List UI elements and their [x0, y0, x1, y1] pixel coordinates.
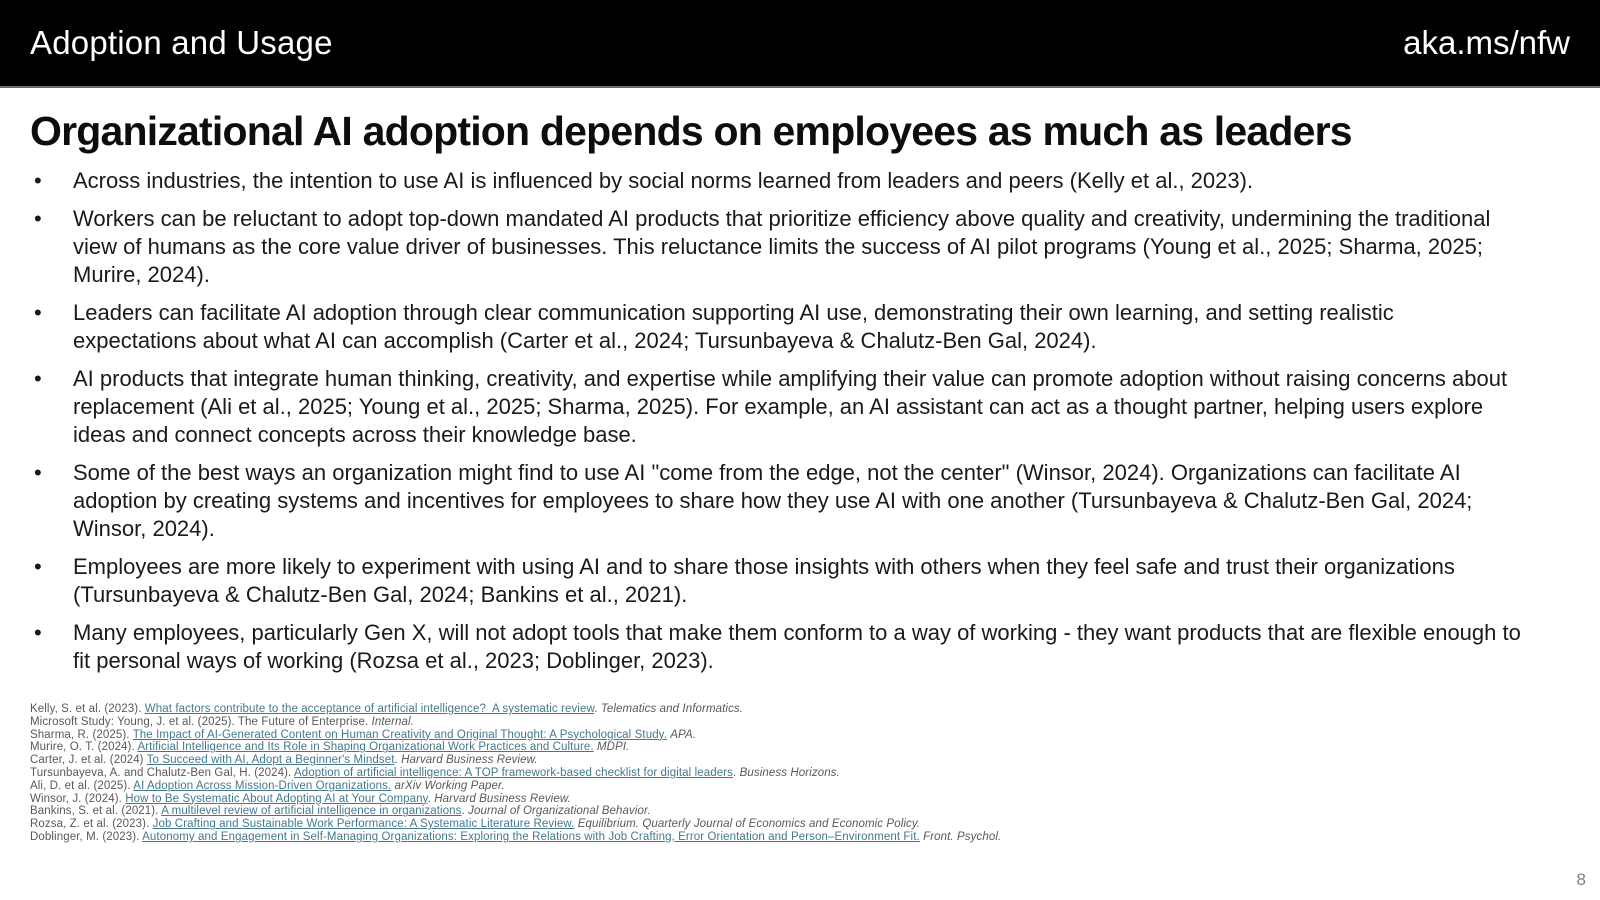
bullet-text: Leaders can facilitate AI adoption through clear communication supporting AI use, demonstrating their own learning, and setting realistic expectations about what AI can accomplish (Carter et al., 2024; Tursunbayeva & Chalutz-Ben Gal, 2024). [73, 300, 1394, 353]
reference-item [30, 818, 1570, 831]
section-title: Adoption and Usage [30, 24, 333, 61]
reference-citation: Doblinger, M. (2023). [30, 830, 143, 843]
bullet-item [30, 619, 1570, 675]
reference-link[interactable]: To Succeed with AI, Adopt a Beginner's Mindset [146, 754, 395, 767]
bullet-marker: • [34, 366, 42, 391]
reference-item [30, 716, 1570, 729]
bullet-item [30, 205, 1570, 289]
reference-item [30, 831, 1570, 844]
reference-link[interactable]: AI Adoption Across Mission-Driven Organizations. [133, 779, 392, 792]
reference-journal: Harvard Business Review. [434, 792, 571, 805]
reference-citation: Ali, D. et al. (2025). [30, 779, 134, 792]
bullet-text: Many employees, particularly Gen X, will not adopt tools that make them conform to a way of working - they want products that are flexible enough to fit personal ways of working (Rozsa et al., 2023; Doblinger, 2023). [73, 620, 1521, 673]
reference-separator: . [461, 805, 469, 818]
page-title: Organizational AI adoption depends on employees as much as leaders [30, 108, 1352, 154]
bullet-text: Across industries, the intention to use AI is influenced by social norms learned from leaders and peers (Kelly et al., 2023). [73, 168, 1254, 193]
reference-journal: Equilibrium. Quarterly Journal of Economics and Economic Policy. [577, 818, 921, 831]
bullet-list [30, 167, 1570, 675]
reference-citation: Microsoft Study: Young, J. et al. (2025). The Future of Enterprise. [30, 715, 372, 728]
references-list [30, 703, 1570, 844]
reference-separator: . [427, 792, 435, 805]
bullet-item [30, 299, 1570, 355]
bullet-item [30, 459, 1570, 543]
reference-citation: Murire, O. T. (2024). [30, 741, 138, 754]
slide-body [0, 108, 1600, 844]
bullet-marker: • [34, 168, 42, 193]
reference-item [30, 780, 1570, 793]
bullet-marker: • [34, 300, 42, 325]
reference-citation: Bankins, S. et al. (2021). [30, 805, 162, 818]
reference-item [30, 767, 1570, 780]
bullet-marker: • [34, 620, 42, 645]
reference-link[interactable]: A multilevel review of artificial intelligence in organizations [161, 805, 462, 818]
reference-journal: Internal. [371, 715, 414, 728]
bullet-item [30, 553, 1570, 609]
bullet-marker: • [34, 206, 42, 231]
reference-citation: Carter, J. et al. (2024) [30, 754, 147, 767]
bullet-text: Some of the best ways an organization might find to use AI "come from the edge, not the center" (Winsor, 2024). Organizations can facilitate AI adoption by creating systems and incentives for employees to share how they use AI with one another (Tursunbayeva & Chalutz-Ben Gal, 2024; Winsor, 2024). [73, 460, 1473, 541]
bullet-marker: • [34, 460, 42, 485]
reference-journal: Harvard Business Review. [401, 754, 538, 767]
reference-journal: arXiv Working Paper. [394, 779, 505, 792]
reference-journal: Business Horizons. [739, 766, 840, 779]
reference-item [30, 754, 1570, 767]
bullet-text: Workers can be reluctant to adopt top-down mandated AI products that prioritize efficiency above quality and creativity, undermining the traditional view of humans as the core value driver of businesses. This reluctance limits the success of AI pilot programs (Young et al., 2025; Sharma, 2025; Murire, 2024). [73, 206, 1491, 287]
reference-link[interactable]: The Impact of AI-Generated Content on Human Creativity and Original Thought: A Psychological Study. [132, 728, 667, 741]
page-number: 8 [1576, 870, 1586, 889]
reference-journal: MDPI. [597, 741, 630, 754]
reference-link[interactable]: Job Crafting and Sustainable Work Performance: A Systematic Literature Review. [152, 818, 575, 831]
bullet-text: Employees are more likely to experiment with using AI and to share those insights with others when they feel safe and trust their organizations (Tursunbayeva & Chalutz-Ben Gal, 2024; Bankins et al., 2021). [73, 554, 1455, 607]
reference-item [30, 805, 1570, 818]
reference-link[interactable]: Adoption of artificial intelligence: A TOP framework-based checklist for digital leaders [294, 766, 734, 779]
reference-journal: Journal of Organizational Behavior. [468, 805, 651, 818]
bullet-item [30, 365, 1570, 449]
reference-item [30, 729, 1570, 742]
reference-journal: Telematics and Informatics. [600, 703, 744, 715]
reference-citation: Tursunbayeva, A. and Chalutz-Ben Gal, H. (2024). [30, 766, 295, 779]
reference-citation: Winsor, J. (2024). [30, 792, 126, 805]
bullet-text: AI products that integrate human thinking, creativity, and expertise while amplifying their value can promote adoption without raising concerns about replacement (Ali et al., 2025; Young et al., 2025; Sharma, 2025). For example, an AI assistant can act as a thought partner, helping users explore ideas and connect concepts across their knowledge base. [73, 366, 1508, 447]
bullet-marker: • [34, 554, 42, 579]
reference-link[interactable]: What factors contribute to the acceptance of artificial intelligence? A systematic review [144, 703, 595, 715]
header-link[interactable]: aka.ms/nfw [1403, 24, 1570, 61]
reference-link[interactable]: Artificial Intelligence and Its Role in Shaping Organizational Work Practices and Culture. [137, 741, 594, 754]
reference-item [30, 793, 1570, 806]
header-bar [0, 0, 1600, 88]
reference-citation: Rozsa, Z. et al. (2023). [30, 818, 153, 831]
reference-item [30, 741, 1570, 754]
reference-citation: Sharma, R. (2025). [30, 728, 133, 741]
bullet-item [30, 167, 1570, 195]
reference-separator: . [394, 754, 402, 767]
reference-item [30, 703, 1570, 716]
reference-journal: Front. Psychol. [923, 830, 1002, 843]
reference-link[interactable]: How to Be Systematic About Adopting AI at Your Company [125, 792, 428, 805]
reference-separator: . [733, 766, 740, 779]
reference-citation: Kelly, S. et al. (2023). [30, 703, 145, 715]
reference-separator: . [594, 703, 601, 715]
reference-link[interactable]: Autonomy and Engagement in Self-Managing Organizations: Exploring the Relations with Job Crafting, Error Orientation and Person–Environment Fit. [142, 830, 920, 843]
reference-journal: APA. [670, 728, 697, 741]
